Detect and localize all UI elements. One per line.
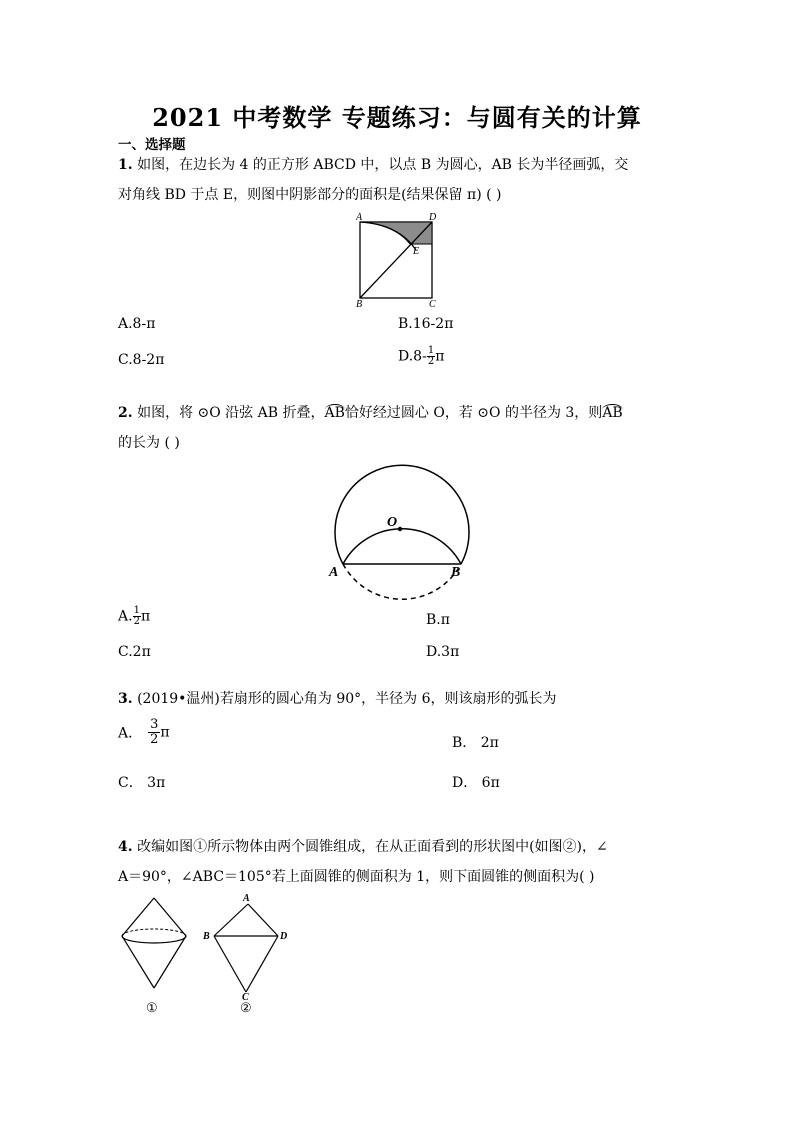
q2-option-a-numerator: 1 xyxy=(133,605,140,616)
q2-arc-ab-1: AB xyxy=(324,405,345,421)
q3-option-a-numerator: 3 xyxy=(150,717,159,732)
q3-option-a-fraction xyxy=(148,718,160,747)
q1-text-line1: 如图，在边长为 4 的正方形 ABCD 中，以点 B 为圆心，AB 长为半径画弧，交 xyxy=(137,157,629,173)
section-heading: 一、选择题 xyxy=(118,137,186,153)
q4-figure-2 xyxy=(196,888,296,1018)
q4-f2-label: ② xyxy=(240,1000,252,1015)
q4-f2-label-d: D xyxy=(280,931,288,942)
q3-option-a[interactable] xyxy=(118,718,170,747)
q2-label-b: B xyxy=(451,565,461,580)
q2-text-a: 如图，将 ⊙O 沿弦 AB 折叠， xyxy=(137,405,325,421)
q1-option-d-denominator: 2 xyxy=(427,356,435,367)
q1-label-e: E xyxy=(413,246,420,257)
q1-option-a[interactable]: A.8-π xyxy=(118,316,156,332)
q3-line1 xyxy=(118,684,557,714)
q3-text: (2019•温州)若扇形的圆心角为 90°，半径为 6，则该扇形的弧长为 xyxy=(137,691,557,707)
q3-option-c[interactable]: C． 3π xyxy=(118,775,166,791)
q2-option-b[interactable]: B.π xyxy=(426,612,450,628)
q4-figure-1 xyxy=(112,892,194,1017)
q1-label-a: A xyxy=(356,212,363,223)
q2-figure xyxy=(322,452,482,602)
q2-line1 xyxy=(118,398,623,428)
q1-option-d-fraction xyxy=(427,346,435,367)
q2-text-b: 恰好经过圆心 O，若 ⊙O 的半径为 3，则 xyxy=(344,405,603,421)
q1-option-b[interactable]: B.16-2π xyxy=(398,316,454,332)
q2-option-d[interactable]: D.3π xyxy=(426,644,460,660)
q2-option-a[interactable] xyxy=(118,606,150,627)
q4-line1 xyxy=(118,832,608,862)
q4-f2-label-b: B xyxy=(203,931,210,942)
q1-option-c[interactable]: C.8-2π xyxy=(118,352,165,368)
q1-label-c: C xyxy=(429,299,436,310)
q4-f1-label: ① xyxy=(146,1000,158,1015)
q1-option-d-prefix: D.8- xyxy=(398,348,427,365)
q2-arc-ab-2: AB xyxy=(602,405,623,421)
page-title: 2021 中考数学 专题练习：与圆有关的计算 xyxy=(152,103,642,132)
q3-option-a-prefix: A． xyxy=(118,725,143,742)
q4-f1-lower-left xyxy=(122,936,154,988)
q4-f2-label-a: A xyxy=(243,893,250,904)
q2-option-a-denominator: 2 xyxy=(133,616,140,627)
q2-number: 2. xyxy=(118,405,133,421)
q1-option-d[interactable] xyxy=(398,346,444,367)
q1-option-d-numerator: 1 xyxy=(427,345,435,356)
q2-option-a-fraction xyxy=(133,606,141,627)
q2-label-o: O xyxy=(387,515,398,530)
q2-circle-major-arc xyxy=(335,465,469,564)
q3-option-a-suffix: π xyxy=(160,724,170,741)
q4-f2-ab xyxy=(214,904,248,936)
q1-option-d-suffix: π xyxy=(435,348,445,365)
q1-text-line2: 对角线 BD 于点 E，则图中阴影部分的面积是(结果保留 π) ( ) xyxy=(118,187,502,203)
q4-f1-lower-right xyxy=(154,936,186,988)
q4-text-line2: A＝90°，∠ABC＝105°若上面圆锥的侧面积为 1，则下面圆锥的侧面积为( ) xyxy=(118,869,595,885)
q1-label-b: B xyxy=(356,299,363,310)
q4-f2-ad xyxy=(248,904,278,936)
q4-f2-dc xyxy=(246,936,278,992)
q2-option-a-prefix: A. xyxy=(118,608,133,625)
q3-option-a-denominator: 2 xyxy=(150,732,159,747)
q4-f2-label-c: C xyxy=(242,992,249,1003)
q3-number: 3. xyxy=(118,691,133,707)
q3-option-d[interactable]: D． 6π xyxy=(452,775,500,791)
q4-f1-upper-right xyxy=(154,898,186,936)
q1-line1 xyxy=(118,150,628,180)
q1-figure xyxy=(350,208,450,313)
q2-label-a: A xyxy=(329,565,339,580)
q2-option-c[interactable]: C.2π xyxy=(118,644,151,660)
q2-option-a-suffix: π xyxy=(140,608,151,625)
q3-option-b[interactable]: B． 2π xyxy=(452,735,499,751)
q4-number: 4. xyxy=(118,839,133,855)
q2-text-line2: 的长为 ( ) xyxy=(118,435,180,451)
q4-f1-ellipse-front xyxy=(122,936,186,943)
q4-text-line1: 改编如图①所示物体由两个圆锥组成，在从正面看到的形状图中(如图②)，∠ xyxy=(137,839,608,855)
q1-diagonal-bd xyxy=(360,222,432,298)
q4-f1-ellipse-back xyxy=(122,929,186,936)
q2-circle-minor-arc-dashed xyxy=(343,564,461,599)
q1-number: 1. xyxy=(118,157,133,173)
q2-folded-arc xyxy=(343,529,461,564)
q4-f2-bc xyxy=(214,936,246,992)
q1-label-d: D xyxy=(429,212,437,223)
q2-center-o xyxy=(398,527,402,531)
